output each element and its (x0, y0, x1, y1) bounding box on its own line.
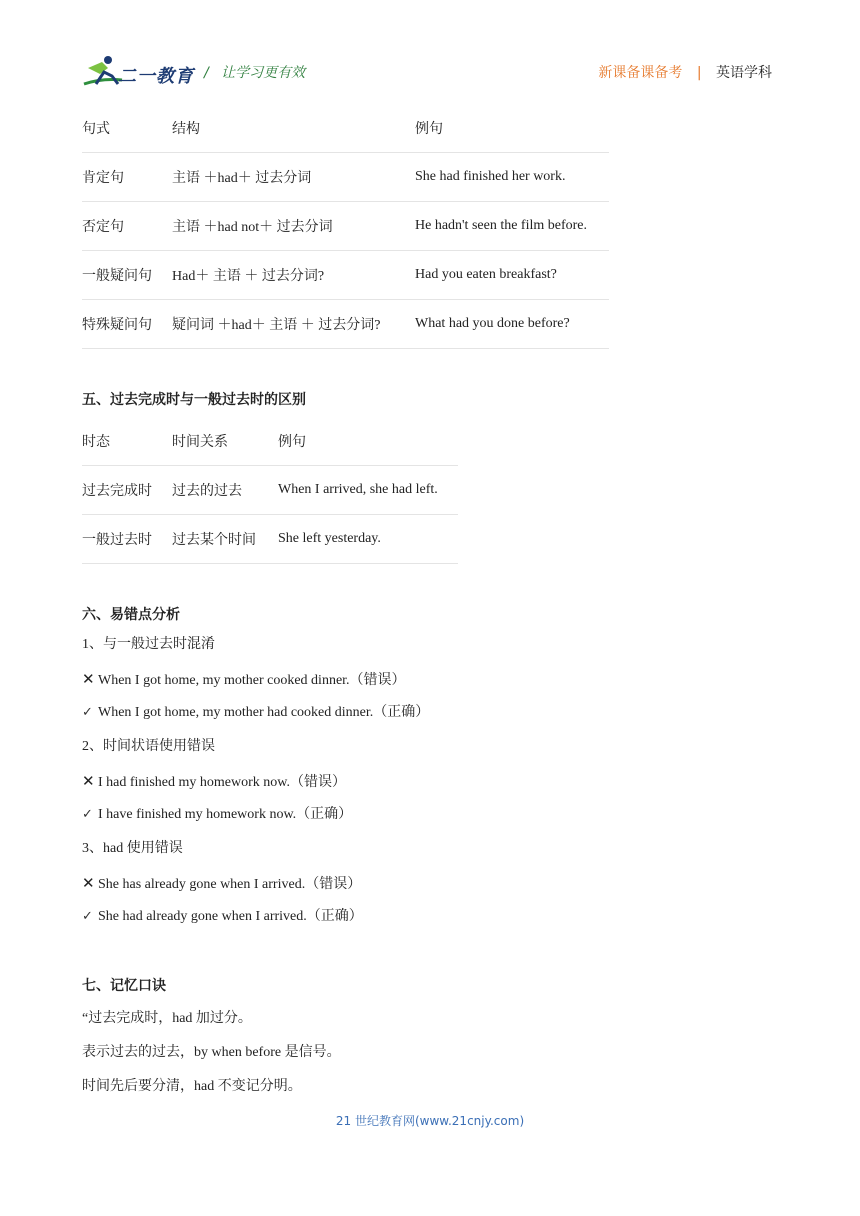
header-subject-label: 英语学科 (716, 65, 772, 81)
wrong-example-text: She has already gone when I arrived.（错误） (98, 877, 362, 892)
check-icon: ✓ (82, 705, 93, 720)
table-cell: 过去的过去 (172, 466, 278, 515)
slogan-text: 让学习更有效 (221, 65, 306, 81)
table-cell: 特殊疑问句 (82, 300, 172, 349)
table-header-row (82, 417, 458, 466)
page-footer[interactable]: 21 世纪教育网(www.21cnjy.com) (335, 1114, 525, 1128)
table-cell: 疑问词 ＋had＋ 主语 ＋ 过去分词? (172, 300, 415, 349)
wrong-x-icon: ✕ (82, 874, 95, 892)
table-cell: She had finished her work. (415, 153, 609, 202)
mnemonic-line: 时间先后要分清，had 不变记分明。 (82, 1079, 302, 1094)
wrong-x-icon: ✕ (82, 670, 95, 688)
section7-title: 七、记忆口诀 (82, 978, 166, 994)
table-cell: When I arrived, she had left. (278, 466, 458, 515)
header-course-label: 新课备课备考 (598, 65, 683, 81)
table-header-cell: 结构 (172, 104, 415, 153)
right-example (82, 900, 800, 934)
page-header (0, 0, 860, 110)
wrong-example (82, 866, 800, 900)
table-header-cell: 例句 (415, 104, 609, 153)
error-analysis-list (82, 628, 800, 934)
table-cell: He hadn't seen the film before. (415, 202, 609, 251)
mnemonic-line: 表示过去的过去，by when before 是信号。 (82, 1045, 341, 1060)
table-row (82, 300, 609, 349)
table-row (82, 153, 609, 202)
table-cell: 肯定句 (82, 153, 172, 202)
document-content (82, 104, 800, 1104)
slogan-slash: / (204, 65, 209, 81)
table-cell: 主语 ＋had not＋ 过去分词 (172, 202, 415, 251)
right-example-text: She had already gone when I arrived.（正确） (98, 909, 363, 924)
table-cell: Had you eaten breakfast? (415, 251, 609, 300)
table-cell: What had you done before? (415, 300, 609, 349)
header-right (598, 62, 772, 82)
section6-title: 六、易错点分析 (82, 607, 180, 623)
table-header-cell: 时间关系 (172, 417, 278, 466)
table-header-cell: 时态 (82, 417, 172, 466)
wrong-example (82, 662, 800, 696)
logo-text: 二一教育 (118, 66, 194, 87)
table-cell: She left yesterday. (278, 515, 458, 564)
table-cell: 一般过去时 (82, 515, 172, 564)
wrong-example-text: I had finished my homework now.（错误） (98, 775, 346, 790)
check-icon: ✓ (82, 909, 93, 924)
header-slogan (204, 62, 305, 82)
table-cell: 一般疑问句 (82, 251, 172, 300)
right-example (82, 798, 800, 832)
right-example-text: I have finished my homework now.（正确） (98, 807, 353, 822)
wrong-example-text: When I got home, my mother cooked dinner.（错误） (98, 673, 406, 688)
table-row (82, 251, 609, 300)
table-cell: 否定句 (82, 202, 172, 251)
wrong-x-icon: ✕ (82, 772, 95, 790)
wrong-example (82, 764, 800, 798)
error-item-heading: 2、时间状语使用错误 (82, 739, 215, 754)
table-cell: 过去完成时 (82, 466, 172, 515)
header-separator: | (696, 65, 702, 81)
table-row (82, 202, 609, 251)
table-row (82, 515, 458, 564)
table-header-cell: 例句 (278, 417, 458, 466)
section5-title: 五、过去完成时与一般过去时的区别 (82, 392, 306, 408)
table-header-cell: 句式 (82, 104, 172, 153)
table-cell: 主语 ＋had＋ 过去分词 (172, 153, 415, 202)
error-item-heading: 1、与一般过去时混淆 (82, 637, 215, 652)
mnemonic-line: “过去完成时，had 加过分。 (82, 1011, 252, 1026)
table-header-row (82, 104, 609, 153)
structure-table (82, 104, 609, 349)
table-row (82, 466, 458, 515)
table-cell: Had＋ 主语 ＋ 过去分词? (172, 251, 415, 300)
table-cell: 过去某个时间 (172, 515, 278, 564)
comparison-table (82, 417, 458, 564)
check-icon: ✓ (82, 807, 93, 822)
right-example-text: When I got home, my mother had cooked dinner.（正确） (98, 705, 430, 720)
right-example (82, 696, 800, 730)
error-item-heading: 3、had 使用错误 (82, 841, 183, 856)
